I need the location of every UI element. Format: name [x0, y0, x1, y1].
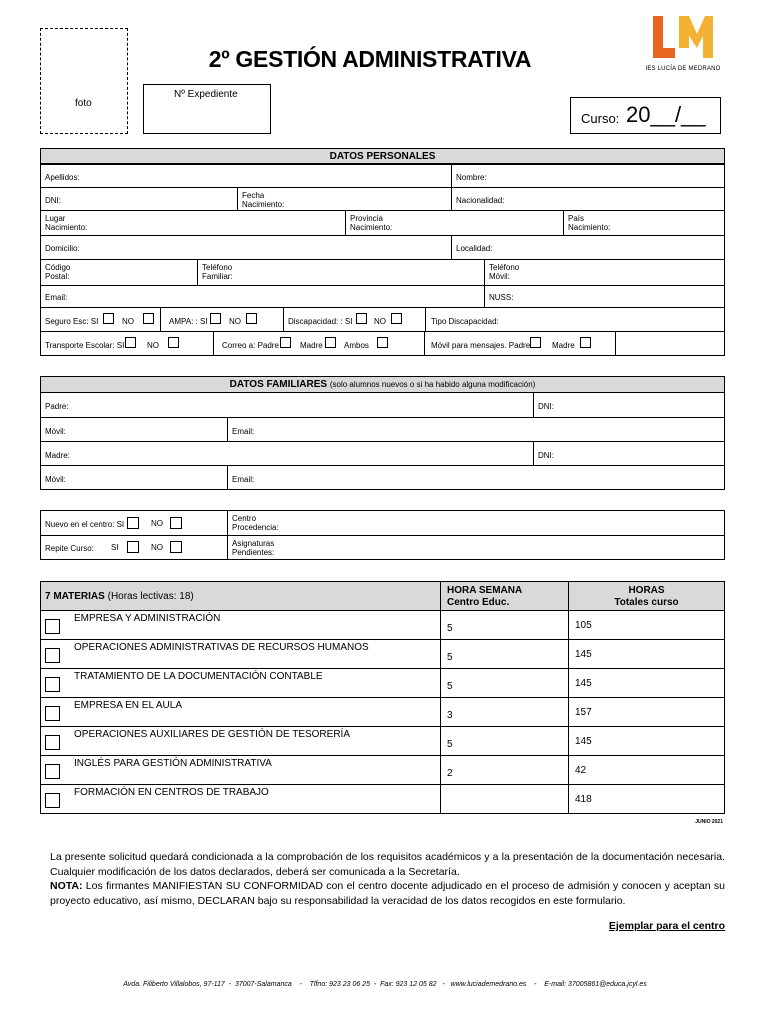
hora-semana-cell: [440, 784, 569, 814]
asignaturas-pendientes-field[interactable]: [227, 535, 725, 560]
correo-madre-checkbox[interactable]: [325, 337, 336, 348]
nuevo-si-checkbox[interactable]: [127, 517, 139, 529]
notice-text: La presente solicitud quedará condicionada a la comprobación de los requisitos académicos y a la presentación de la documentación necesaria. Cualquier modificación de los datos declarados, deberá ser comunicada a la Secretaría.: [50, 851, 725, 878]
correo-ambos-checkbox[interactable]: [377, 337, 388, 348]
dni-label: DNI:: [45, 196, 61, 205]
discapacidad-si-checkbox[interactable]: [356, 313, 367, 324]
hora-semana-value: 5: [447, 652, 453, 663]
horas-totales-value: 145: [575, 649, 592, 660]
subject-checkbox[interactable]: [45, 619, 60, 634]
subject-checkbox[interactable]: [45, 793, 60, 808]
logo-text: IES LUCÍA DE MEDRANO: [645, 66, 721, 72]
ampa-no-label: NO: [229, 317, 241, 326]
materias-title: 7 MATERIAS: [45, 591, 105, 602]
seguro-no-checkbox[interactable]: [143, 313, 154, 324]
codigo-label-1: Código: [45, 263, 71, 272]
hora-semana-label-1: HORA SEMANA: [447, 585, 523, 596]
fecha-nac-field[interactable]: [237, 187, 452, 211]
transporte-no-checkbox[interactable]: [168, 337, 179, 348]
subject-name: EMPRESA Y ADMINISTRACIÓN: [74, 613, 221, 624]
centro-label-2: Procedencia:: [232, 523, 279, 533]
centro-label-1: Centro: [232, 514, 257, 523]
telefono-movil-field[interactable]: [484, 259, 725, 286]
curso-label: Curso:: [581, 111, 620, 126]
padre-email-field[interactable]: [227, 417, 725, 442]
familiar-header: [40, 376, 725, 393]
nuevo-no-checkbox[interactable]: [170, 517, 182, 529]
lugar-field[interactable]: [40, 210, 346, 236]
horas-totales-value: 145: [575, 736, 592, 747]
asig-label-2: Pendientes:: [232, 548, 275, 558]
subject-name: OPERACIONES ADMINISTRATIVAS DE RECURSOS HUMANOS: [74, 642, 369, 653]
subject-name: TRATAMIENTO DE LA DOCUMENTACIÓN CONTABLE: [74, 671, 323, 682]
subject-checkbox[interactable]: [45, 648, 60, 663]
nacionalidad-label: Nacionalidad:: [456, 196, 505, 205]
nuss-label: NUSS:: [489, 293, 514, 302]
familiar-note: (solo alumnos nuevos o si ha habido alguna modificación): [329, 380, 536, 389]
nota-label: NOTA:: [50, 880, 83, 892]
dni-field[interactable]: [40, 187, 238, 211]
mensajes-madre-checkbox[interactable]: [580, 337, 591, 348]
localidad-label: Localidad:: [456, 244, 493, 253]
subject-checkbox[interactable]: [45, 735, 60, 750]
repite-no-label: NO: [151, 543, 163, 552]
personal-header: [40, 148, 725, 164]
ampa-row: [160, 307, 284, 332]
subject-checkbox[interactable]: [45, 706, 60, 721]
horas-totales-value: 157: [575, 707, 592, 718]
ampa-si-checkbox[interactable]: [210, 313, 221, 324]
ampa-label: AMPA: : SI: [169, 317, 208, 326]
madre-dni-field[interactable]: [533, 441, 725, 466]
padre-movil-field[interactable]: [40, 417, 228, 442]
horas-totales-value: 418: [575, 794, 592, 805]
nota-text: Los firmantes MANIFIESTAN SU CONFORMIDAD con el centro docente adjudicado en el proceso de admisión y conocen y aceptan su proyecto educativo, así mismo, DECLARAN bajo su responsabilidad la veracidad de los datos recogidos en este formulario.: [50, 880, 725, 907]
hora-semana-value: 5: [447, 623, 453, 634]
hora-semana-cell: [440, 697, 569, 727]
personal-title: DATOS PERSONALES: [329, 151, 436, 162]
hora-semana-cell: [440, 726, 569, 756]
photo-box: [40, 28, 128, 134]
apellidos-field[interactable]: [40, 164, 452, 188]
repite-no-checkbox[interactable]: [170, 541, 182, 553]
horas-totales-value: 145: [575, 678, 592, 689]
madre-movil-label: Móvil:: [45, 475, 66, 484]
footer-address: Avda. Filiberto Villalobos, 97-117 - 37007-Salamanca - Tlfno: 923 23 06 25 - Fax: 923 12 05 82 - www.luciademedrano.es - E-mail: 37005861@educa.jcyl.es: [123, 981, 647, 988]
school-logo: [643, 14, 723, 78]
discapacidad-row: [283, 307, 426, 332]
lugar-label-2: Nacimiento:: [45, 223, 88, 233]
ejemplar-label: Ejemplar para el centro: [608, 920, 725, 932]
tel-movil-label-2: Móvil:: [489, 272, 510, 282]
photo-label: foto: [75, 98, 92, 109]
madre-dni-label: DNI:: [538, 451, 554, 460]
horas-totales-label-1: HORAS: [628, 585, 665, 596]
padre-email-label: Email:: [232, 427, 255, 436]
email-field[interactable]: [40, 285, 485, 308]
hora-semana-value: 3: [447, 710, 453, 721]
repite-si-checkbox[interactable]: [127, 541, 139, 553]
localidad-field[interactable]: [451, 235, 725, 260]
madre-label: Madre:: [45, 451, 70, 460]
transporte-label: Transporte Escolar: SI: [45, 341, 125, 350]
padre-label: Padre:: [45, 402, 69, 411]
hora-semana-label-2: Centro Educ.: [447, 596, 510, 608]
materias-note: (Horas lectivas: 18): [107, 591, 194, 602]
seguro-label: Seguro Esc: SI: [45, 317, 99, 326]
lugar-label-1: Lugar: [45, 214, 66, 223]
mensajes-padre-checkbox[interactable]: [530, 337, 541, 348]
tipo-discapacidad-field[interactable]: [425, 307, 725, 332]
provincia-label-2: Nacimiento:: [350, 223, 393, 233]
curso-value: 20__/__: [626, 102, 706, 127]
fecha-label-1: Fecha: [242, 191, 265, 200]
nuss-field[interactable]: [484, 285, 725, 308]
transporte-si-checkbox[interactable]: [125, 337, 136, 348]
seguro-si-checkbox[interactable]: [103, 313, 114, 324]
pais-label-1: País: [568, 214, 585, 223]
horas-totales-value: 105: [575, 620, 592, 631]
nuevo-no-label: NO: [151, 519, 163, 528]
codigo-label-2: Postal:: [45, 272, 70, 282]
repite-label: Repite Curso:: [45, 544, 94, 553]
horas-totales-cell: [568, 755, 725, 785]
madre-field[interactable]: [40, 441, 534, 466]
fecha-label-2: Nacimiento:: [242, 200, 285, 210]
subject-checkbox[interactable]: [45, 677, 60, 692]
horas-totales-header: [568, 581, 725, 611]
correo-madre-label: Madre: [300, 341, 323, 350]
nuevo-label: Nuevo en el centro: SI: [45, 520, 125, 529]
mensajes-blank-cell: [615, 331, 725, 356]
madre-email-field[interactable]: [227, 465, 725, 490]
nombre-label: Nombre:: [456, 173, 487, 182]
discapacidad-label: Discapacidad: : SI: [288, 317, 353, 326]
pais-field[interactable]: [563, 210, 725, 236]
subject-name: EMPRESA EN EL AULA: [74, 700, 183, 711]
hora-semana-cell: [440, 755, 569, 785]
movil-mensajes-label: Móvil para mensajes. Padre: [431, 341, 531, 350]
repite-si-label: SI: [111, 543, 119, 552]
nacionalidad-field[interactable]: [451, 187, 725, 211]
familiar-title: DATOS FAMILIARES: [229, 379, 328, 390]
tipo-disc-label: Tipo Discapacidad:: [431, 317, 499, 326]
tel-fam-label-2: Familiar:: [202, 272, 233, 282]
form-date: JUNIO 2021: [695, 819, 723, 825]
pais-label-2: Nacimiento:: [568, 223, 611, 233]
seguro-no-label: NO: [122, 317, 134, 326]
materias-header: [40, 581, 441, 611]
mensajes-madre-label: Madre: [552, 341, 575, 350]
ampa-no-checkbox[interactable]: [246, 313, 257, 324]
email-label: Email:: [45, 293, 68, 302]
domicilio-label: Domicilio:: [45, 244, 80, 253]
hora-semana-cell: [440, 668, 569, 698]
discapacidad-no-checkbox[interactable]: [391, 313, 402, 324]
transporte-no-label: NO: [147, 341, 159, 350]
nombre-field[interactable]: [451, 164, 725, 188]
codigo-postal-field[interactable]: [40, 259, 198, 286]
subject-name: OPERACIONES AUXILIARES DE GESTIÓN DE TESORERÍA: [74, 729, 350, 740]
logo-mark-icon: [643, 14, 723, 64]
tel-fam-label-1: Teléfono: [202, 263, 233, 272]
hora-semana-cell: [440, 610, 569, 640]
subject-name: FORMACIÓN EN CENTROS DE TRABAJO: [74, 787, 269, 798]
padre-dni-label: DNI:: [538, 402, 554, 411]
centro-procedencia-field[interactable]: [227, 510, 725, 536]
notice-paragraph: [50, 850, 725, 908]
padre-movil-label: Móvil:: [45, 427, 66, 436]
padre-field[interactable]: [40, 392, 534, 418]
hora-semana-value: 5: [447, 681, 453, 692]
madre-email-label: Email:: [232, 475, 255, 484]
hora-semana-value: 5: [447, 739, 453, 750]
asig-label-1: Asignaturas: [232, 539, 275, 548]
horas-totales-value: 42: [575, 765, 587, 776]
subject-checkbox[interactable]: [45, 764, 60, 779]
expediente-label: Nº Expediente: [174, 89, 238, 100]
telefono-familiar-field[interactable]: [197, 259, 485, 286]
correo-padre-checkbox[interactable]: [280, 337, 291, 348]
apellidos-label: Apellidos:: [45, 173, 80, 182]
hora-semana-value: 2: [447, 768, 453, 779]
correo-label: Correo a: Padre: [222, 341, 279, 350]
hora-semana-cell: [440, 639, 569, 669]
hora-semana-header: [440, 581, 569, 611]
subject-name: INGLÉS PARA GESTIÓN ADMINISTRATIVA: [74, 758, 272, 769]
discapacidad-no-label: NO: [374, 317, 386, 326]
provincia-label-1: Provincia: [350, 214, 383, 223]
tel-movil-label-1: Teléfono: [489, 263, 520, 272]
curso-box[interactable]: [570, 97, 721, 134]
expediente-box[interactable]: [143, 84, 271, 134]
domicilio-field[interactable]: [40, 235, 452, 260]
madre-movil-field[interactable]: [40, 465, 228, 490]
horas-totales-label-2: Totales curso: [614, 596, 679, 608]
padre-dni-field[interactable]: [533, 392, 725, 418]
page-title: 2º GESTIÓN ADMINISTRATIVA: [208, 46, 532, 72]
provincia-field[interactable]: [345, 210, 564, 236]
correo-ambos-label: Ambos: [344, 341, 369, 350]
